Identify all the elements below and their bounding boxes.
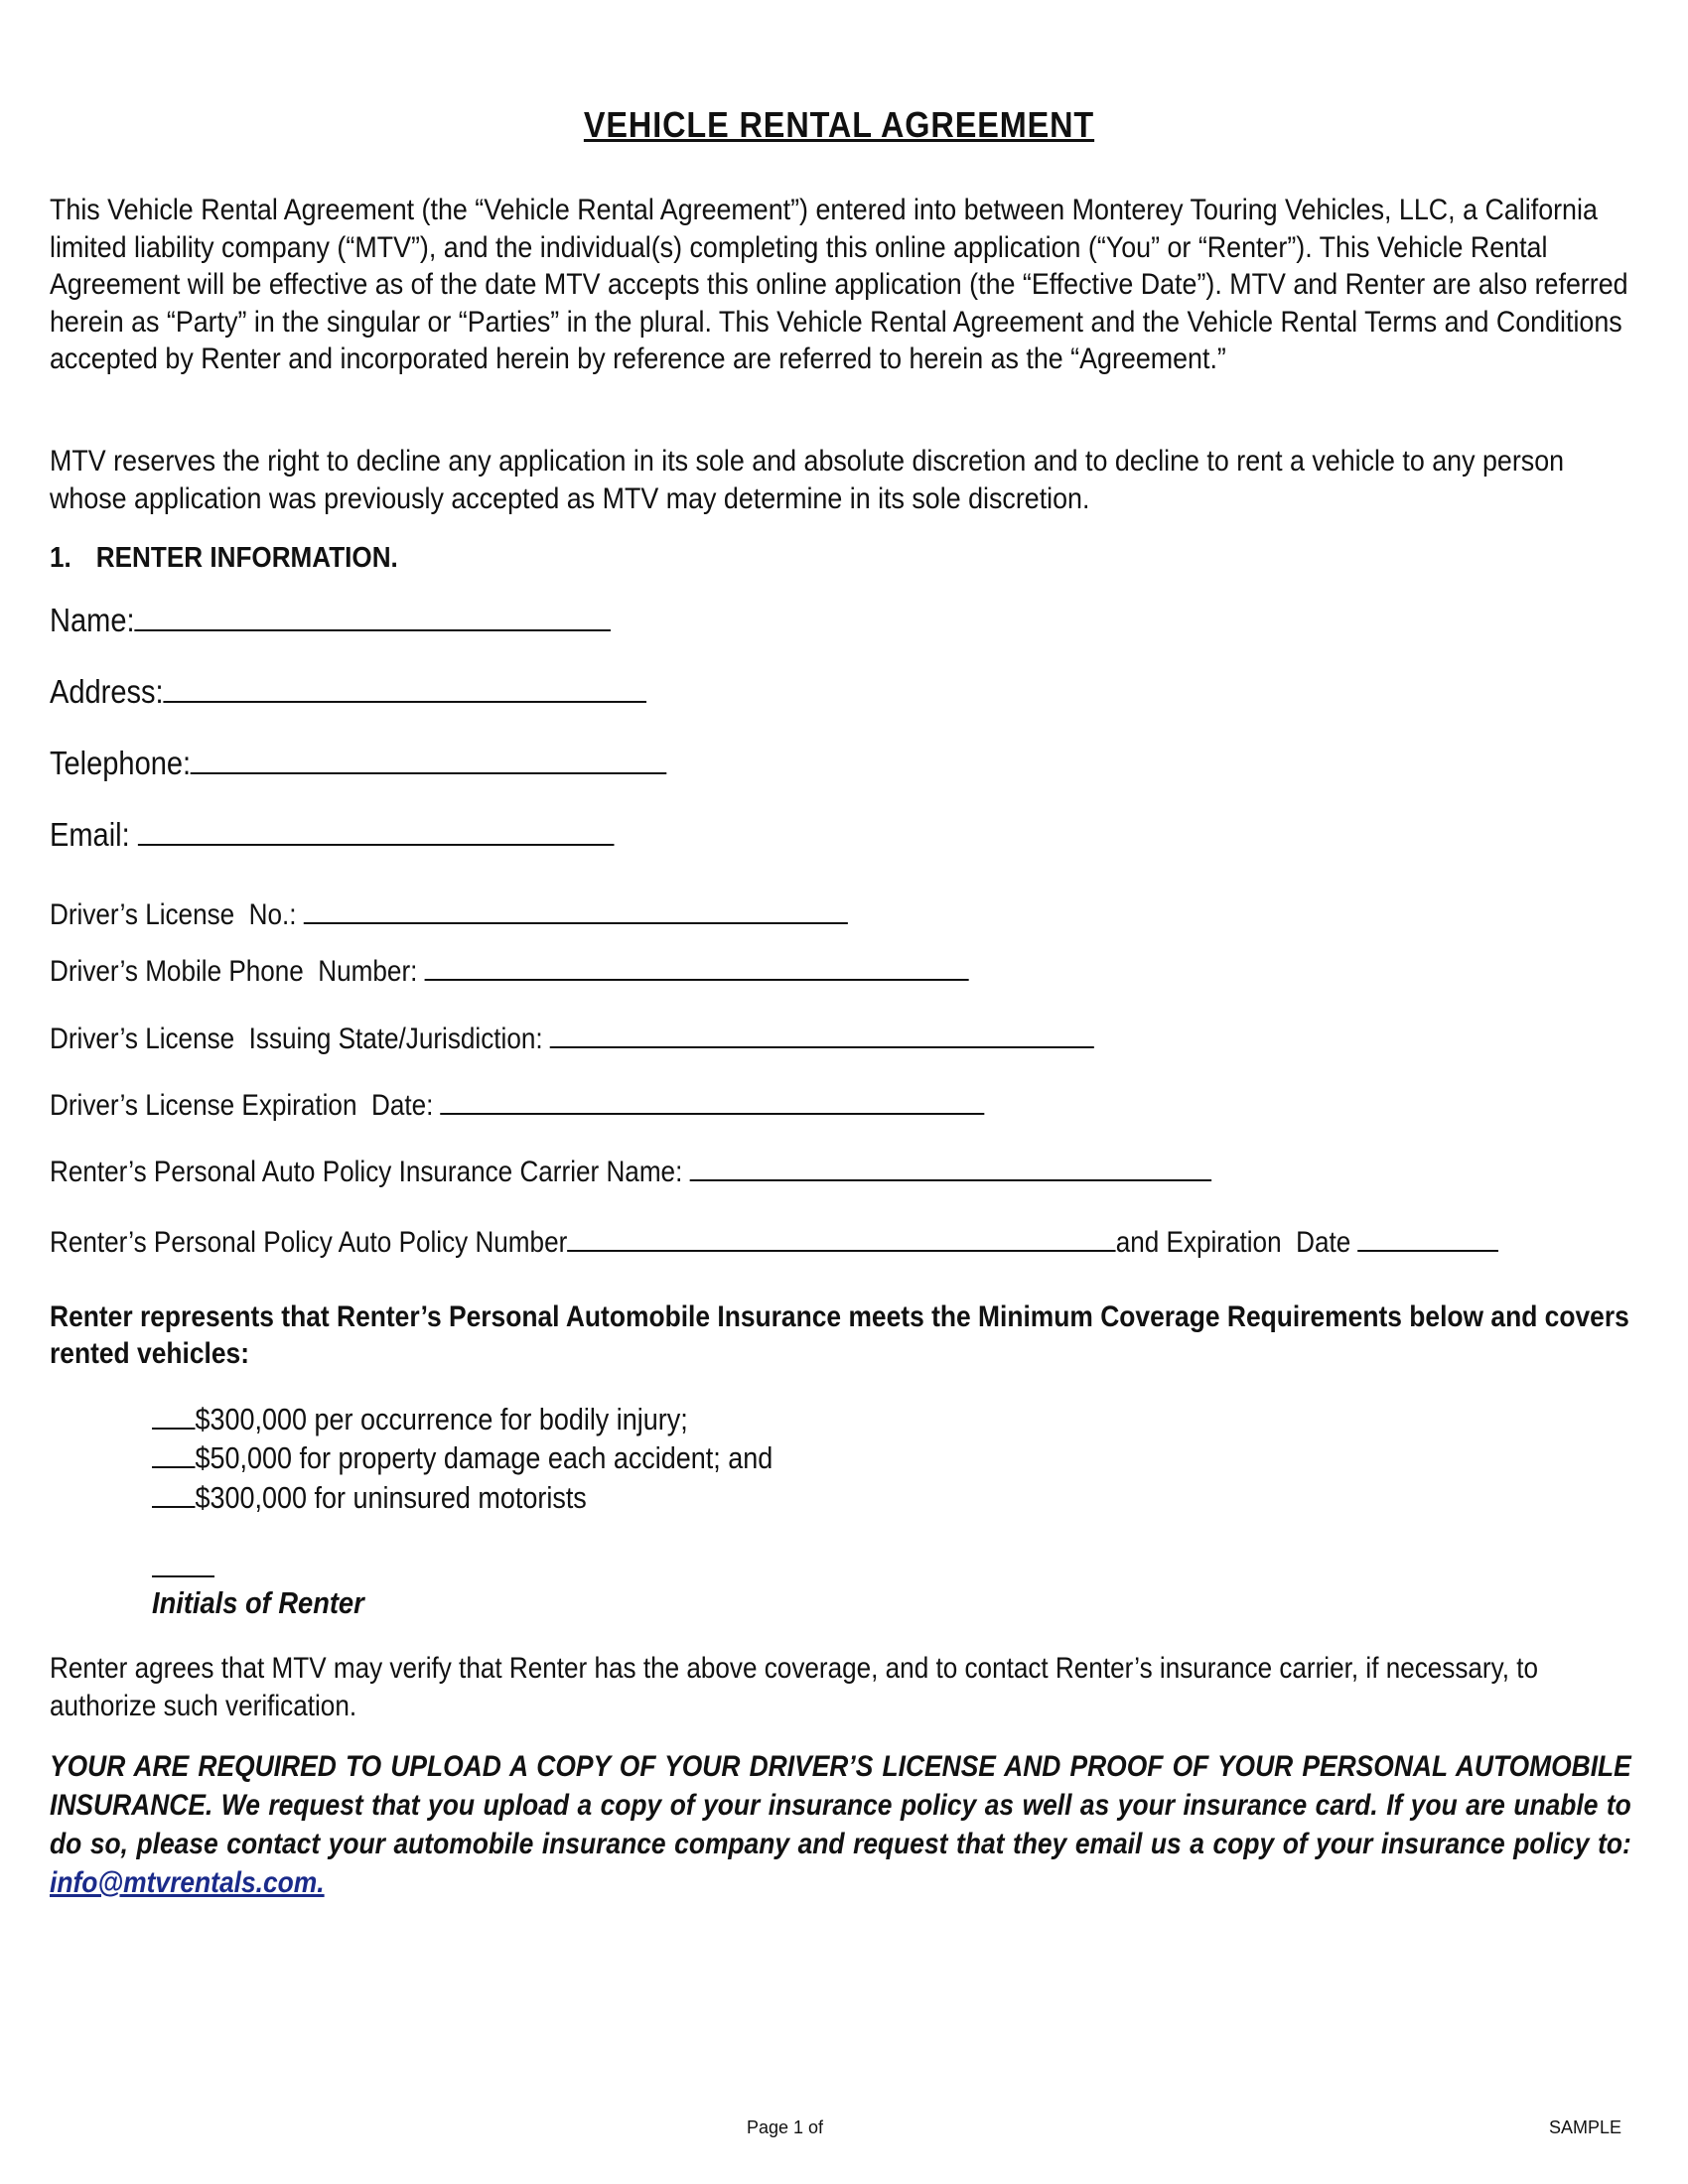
intro-paragraph <box>50 192 1631 378</box>
policy-expiration-label: and Expiration Date <box>1115 1226 1358 1259</box>
carrier-input-line[interactable] <box>690 1178 1211 1181</box>
verification-paragraph <box>50 1650 1631 1724</box>
verification-text: Renter agrees that MTV may verify that Renter has the above coverage, and to contact Renter’s insurance carrier, if necessary, to authorize such verification. <box>50 1652 1539 1722</box>
coverage-text-3: $300,000 for uninsured motorists <box>195 1480 587 1515</box>
telephone-field-row <box>50 745 667 782</box>
license-no-field-row <box>50 898 848 932</box>
email-link[interactable]: info@mtvrentals.com. <box>50 1866 325 1899</box>
section-1-heading <box>50 542 398 575</box>
upload-notice <box>50 1747 1631 1902</box>
coverage-item <box>152 1480 587 1516</box>
license-no-label: Driver’s License No.: <box>50 898 304 931</box>
coverage-text-1: $300,000 per occurrence for bodily injury; <box>195 1402 688 1436</box>
telephone-input-line[interactable] <box>191 771 667 774</box>
reservation-text: MTV reserves the right to decline any application in its sole and absolute discretion and to decline to rent a vehicle to any person whose application was previously accepted as MTV may determine in its sole discretion. <box>50 445 1565 515</box>
initials-input-line[interactable] <box>152 1575 214 1577</box>
initials-label: Initials of Renter <box>152 1585 364 1620</box>
address-input-line[interactable] <box>164 700 647 703</box>
section-number: 1. <box>50 542 71 574</box>
coverage-check-line-1[interactable] <box>152 1427 196 1430</box>
mobile-input-line[interactable] <box>425 978 969 981</box>
notice-text: YOUR ARE REQUIRED TO UPLOAD A COPY OF YOUR DRIVER’S LICENSE AND PROOF OF YOUR PERSONAL AUTOMOBILE INSURANCE. We request that you upload a copy of your insurance policy as well as your insurance card. If you are unable to do so, please contact your automobile insurance company and request that they email us a copy of your insurance policy to: <box>50 1750 1631 1860</box>
sample-watermark: SAMPLE <box>1549 2117 1622 2137</box>
page-number: Page 1 of <box>747 2117 824 2137</box>
coverage-item <box>152 1402 688 1437</box>
policy-expiration-input-line[interactable] <box>1357 1249 1498 1252</box>
coverage-check-line-2[interactable] <box>152 1465 196 1468</box>
coverage-text-2: $50,000 for property damage each accident; and <box>195 1440 774 1475</box>
expiration-input-line[interactable] <box>441 1112 985 1115</box>
policy-number-input-line[interactable] <box>567 1249 1115 1252</box>
expiration-field-row <box>50 1089 985 1123</box>
name-input-line[interactable] <box>135 628 612 631</box>
mobile-field-row <box>50 955 969 989</box>
address-field-row <box>50 673 646 711</box>
policy-field-row <box>50 1226 1498 1260</box>
coverage-check-line-3[interactable] <box>152 1505 196 1508</box>
document-title: VEHICLE RENTAL AGREEMENT <box>583 104 1095 145</box>
coverage-item <box>152 1440 773 1476</box>
address-label: Address: <box>50 673 164 710</box>
email-label: Email: <box>50 816 138 853</box>
representation-statement: Renter represents that Renter’s Personal Automobile Insurance meets the Minimum Coverage Requirements below and covers rented vehicles: <box>50 1300 1629 1370</box>
section-title: RENTER INFORMATION. <box>95 542 398 574</box>
issuing-state-field-row <box>50 1023 1094 1056</box>
carrier-label: Renter’s Personal Auto Policy Insurance Carrier Name: <box>50 1156 690 1188</box>
mobile-label: Driver’s Mobile Phone Number: <box>50 955 425 988</box>
license-no-input-line[interactable] <box>304 921 848 924</box>
email-field-row <box>50 816 614 854</box>
expiration-label: Driver’s License Expiration Date: <box>50 1089 441 1122</box>
email-input-line[interactable] <box>138 843 615 846</box>
carrier-field-row <box>50 1156 1211 1189</box>
issuing-state-input-line[interactable] <box>550 1045 1094 1048</box>
name-label: Name: <box>50 602 135 638</box>
intro-text: This Vehicle Rental Agreement (the “Vehicle Rental Agreement”) entered into between Monterey Touring Vehicles, LLC, a California limited liability company (“MTV”), and the individual(s) completing this online application (“You” or “Renter”). This Vehicle Rental Agreement will be effective as of the date MTV accepts this online application (the “Effective Date”). MTV and Renter are also referred herein as “Party” in the singular or “Parties” in the plural. This Vehicle Rental Agreement and the Vehicle Rental Terms and Conditions accepted by Renter and incorporated herein by reference are referred to herein as the “Agreement.” <box>50 194 1628 375</box>
telephone-label: Telephone: <box>50 745 192 781</box>
name-field-row <box>50 602 611 639</box>
issuing-state-label: Driver’s License Issuing State/Jurisdiction: <box>50 1023 550 1055</box>
reservation-paragraph <box>50 443 1631 517</box>
policy-number-label: Renter’s Personal Policy Auto Policy Number <box>50 1226 568 1259</box>
